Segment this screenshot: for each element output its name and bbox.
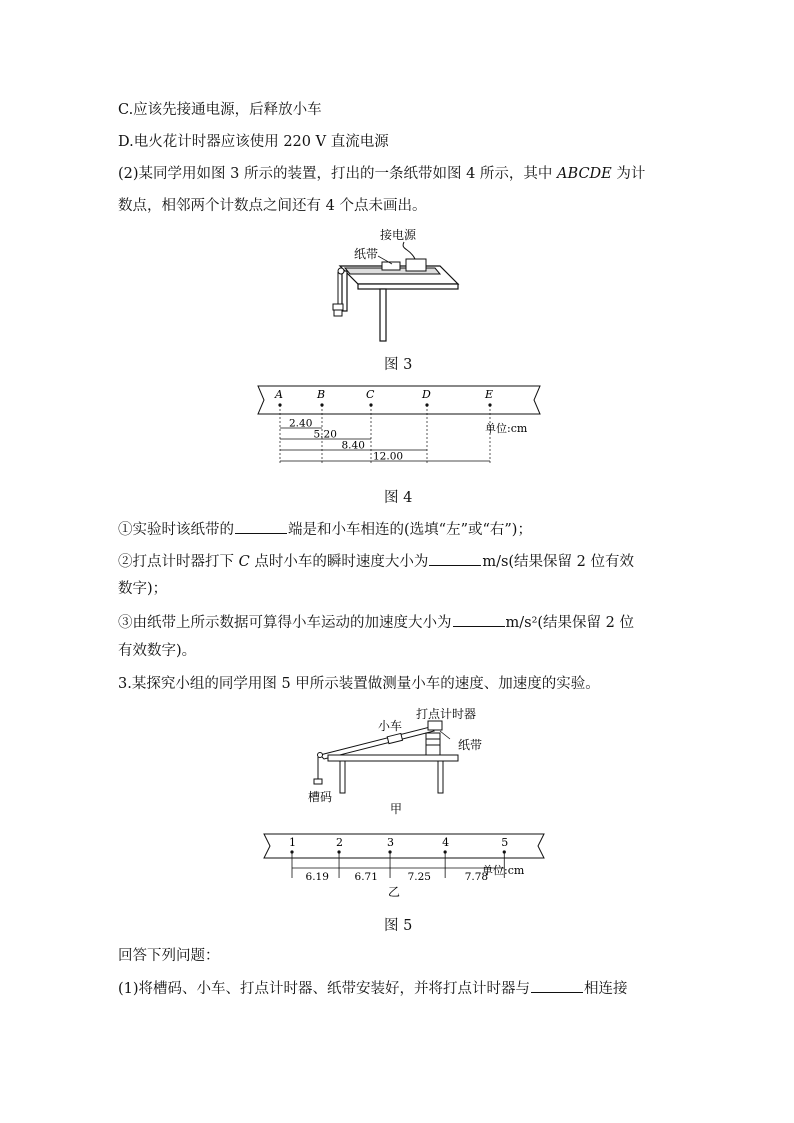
intro-points: ABCDE	[557, 166, 612, 182]
fig5-cart	[387, 733, 402, 743]
fig4-dim-label: 5.20	[313, 428, 337, 441]
fig4-caption: 图 4	[384, 490, 413, 506]
fig5-gap-label: 6.19	[305, 871, 329, 883]
fig5-gap-label: 7.25	[407, 871, 431, 883]
fig5-table	[328, 755, 458, 761]
q31-text-end: 相连接	[584, 981, 628, 997]
q1-text: ①实验时该纸带的	[118, 522, 234, 538]
label-timer: 打点计时器	[416, 707, 477, 721]
q31-text: (1)将槽码、小车、打点计时器、纸带安装好，并将打点计时器与	[118, 981, 531, 997]
q1-text-end: 端是和小车相连的(选填“左”或“右”)；	[288, 522, 532, 538]
q2-text: ②打点计时器打下	[118, 554, 239, 570]
q2-text-cont: 数字)；	[118, 581, 168, 597]
fig5-point-label: 5	[501, 836, 509, 849]
answer-blank-1[interactable]	[235, 519, 287, 534]
fig4-point-label: C	[366, 388, 375, 401]
fig4-tape	[256, 384, 542, 470]
question-2-intro	[118, 164, 645, 184]
table-leg-front	[380, 289, 386, 341]
fig5-caption: 图 5	[384, 918, 413, 934]
fig5-point-label: 2	[336, 836, 344, 849]
answer-blank-2[interactable]	[429, 551, 481, 566]
question-2-3-cont	[118, 641, 196, 661]
option-d	[118, 132, 389, 152]
fig4-dim-label: 8.40	[341, 439, 365, 452]
question-2-3	[118, 612, 634, 633]
question-3	[118, 674, 600, 694]
label-cart: 小车	[378, 719, 403, 733]
fig4-point-label: E	[485, 388, 494, 401]
answer-intro	[118, 946, 220, 966]
sub-label-b: 乙	[388, 885, 401, 899]
question-2-1	[118, 519, 532, 540]
fig5-unit: 单位:cm	[482, 864, 525, 877]
label-weight: 槽码	[308, 790, 333, 804]
answer-intro-text: 回答下列问题：	[118, 948, 220, 964]
intro-text-2: 数点，相邻两个计数点之间还有 4 个点未画出。	[118, 198, 427, 214]
label-tape: 纸带	[458, 738, 483, 752]
timer	[406, 259, 426, 271]
option-c-text: C.应该先接通电源，后释放小车	[118, 102, 322, 118]
q3-text-end: m/s²(结果保留 2 位	[505, 615, 634, 631]
question-2-2	[118, 551, 634, 572]
q3-text-cont: 有效数字)。	[118, 643, 197, 659]
q2-point: C	[238, 554, 250, 570]
fig4-point-label: D	[422, 388, 431, 401]
fig5-weight	[314, 779, 322, 784]
fig3-caption: 图 3	[384, 357, 413, 373]
label-tape: 纸带	[354, 247, 379, 261]
fig5-gap-label: 7.78	[464, 871, 489, 883]
fig4-dim-label: 12.00	[373, 450, 404, 463]
fig5-point-label: 1	[289, 836, 296, 849]
table-edge	[358, 284, 458, 289]
question-3-1	[118, 978, 628, 999]
fig5-tape	[262, 832, 546, 898]
fig5-gap-label: 6.71	[354, 871, 378, 883]
fig4-point-label: A	[275, 388, 283, 401]
q3-intro: 3.某探究小组的同学用图 5 甲所示装置做测量小车的速度、加速度的实验。	[118, 676, 600, 692]
intro-text-end: 为计	[611, 166, 646, 182]
fig5-timer	[428, 721, 442, 730]
incline-board	[320, 727, 434, 759]
question-2-2-cont	[118, 579, 167, 599]
fig5-point-label: 3	[387, 836, 395, 849]
fig5-apparatus	[300, 705, 483, 816]
q2-text-mid: 点时小车的瞬时速度大小为	[249, 554, 429, 570]
question-2-intro-cont	[118, 196, 426, 216]
answer-blank-3[interactable]	[453, 612, 505, 627]
label-power: 接电源	[380, 228, 417, 242]
fig3-apparatus	[320, 226, 470, 346]
tape-strip	[258, 386, 540, 414]
fig5-point-label: 4	[442, 836, 450, 849]
answer-blank-4[interactable]	[531, 978, 583, 993]
sub-label-a: 甲	[390, 802, 403, 816]
option-c	[118, 100, 322, 120]
intro-text: (2)某同学用如图 3 所示的装置，打出的一条纸带如图 4 所示，其中	[118, 166, 558, 182]
fig4-unit: 单位:cm	[485, 422, 528, 435]
q3-text: ③由纸带上所示数据可算得小车运动的加速度大小为	[118, 615, 452, 631]
fig4-dim-label: 2.40	[289, 417, 313, 430]
fig4-point-label: B	[317, 388, 326, 401]
q2-text-end: m/s(结果保留 2 位有效	[482, 554, 635, 570]
option-d-text: D.电火花计时器应该使用 220 V 直流电源	[118, 134, 389, 150]
hanging-weight	[333, 304, 343, 310]
